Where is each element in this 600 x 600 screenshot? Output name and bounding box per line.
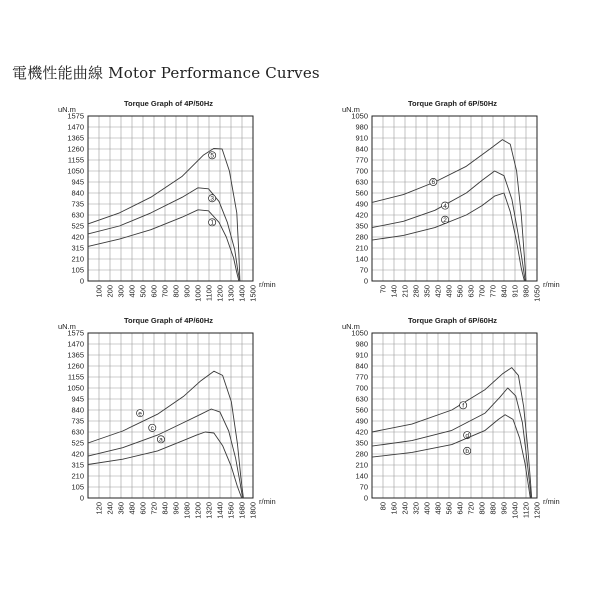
y-tick-label: 560 (355, 188, 368, 198)
x-tick-label: 200 (105, 285, 115, 298)
y-tick-label: 1155 (67, 155, 84, 165)
curve-label: 2 (443, 216, 447, 224)
y-tick-label: 700 (355, 383, 368, 393)
chart-panel-2 (342, 99, 560, 302)
y-tick-label: 700 (355, 166, 368, 176)
x-tick-label: 910 (510, 285, 520, 298)
x-tick-label: 700 (160, 285, 170, 298)
y-tick-label: 1050 (67, 383, 84, 393)
y-tick-label: 70 (359, 265, 368, 275)
y-tick-label: 210 (355, 243, 368, 253)
chart-title: Torque Graph of 4P/60Hz (123, 316, 214, 325)
y-tick-label: 840 (71, 405, 84, 415)
x-tick-label: 1680 (237, 502, 247, 519)
y-tick-label: 0 (363, 493, 368, 503)
torque-curve-1 (88, 210, 239, 281)
x-tick-label: 80 (378, 502, 388, 511)
x-tick-label: 1560 (226, 502, 236, 519)
y-tick-label: 1365 (67, 350, 84, 360)
x-tick-label: 400 (422, 502, 432, 515)
x-tick-label: 490 (444, 285, 454, 298)
x-axis-unit: r/min (543, 497, 560, 506)
x-tick-label: 400 (127, 285, 137, 298)
y-tick-label: 140 (355, 471, 368, 481)
y-tick-label: 1575 (67, 111, 84, 121)
x-tick-label: 300 (116, 285, 126, 298)
y-axis-unit: uN.m (342, 105, 360, 114)
x-axis-unit: r/min (259, 497, 276, 506)
y-tick-label: 525 (71, 438, 84, 448)
x-tick-label: 100 (94, 285, 104, 298)
y-tick-label: 210 (71, 254, 84, 264)
y-tick-label: 210 (355, 460, 368, 470)
page-title: 電機性能曲線 Motor Performance Curves (12, 64, 320, 82)
y-tick-label: 0 (363, 276, 368, 286)
x-tick-label: 1440 (215, 502, 225, 519)
y-tick-label: 910 (355, 350, 368, 360)
x-tick-label: 160 (389, 502, 399, 515)
x-tick-label: 630 (466, 285, 476, 298)
torque-curve-f (372, 368, 532, 498)
plot-frame (372, 116, 537, 281)
x-tick-label: 1040 (510, 502, 520, 519)
y-tick-label: 1155 (67, 372, 84, 382)
torque-curve-3 (88, 188, 240, 281)
x-tick-label: 1120 (521, 502, 531, 519)
y-tick-label: 525 (71, 221, 84, 231)
y-tick-label: 1050 (67, 166, 84, 176)
curve-label: 3 (210, 195, 214, 203)
x-tick-label: 800 (477, 502, 487, 515)
x-tick-label: 960 (499, 502, 509, 515)
x-tick-label: 1200 (215, 285, 225, 302)
y-tick-label: 420 (71, 232, 84, 242)
y-tick-label: 0 (79, 493, 84, 503)
x-tick-label: 1200 (193, 502, 203, 519)
y-tick-label: 420 (71, 449, 84, 459)
y-tick-label: 490 (355, 199, 368, 209)
y-tick-label: 630 (355, 394, 368, 404)
x-tick-label: 560 (455, 285, 465, 298)
y-tick-label: 910 (355, 133, 368, 143)
y-tick-label: 140 (355, 254, 368, 264)
x-tick-label: 140 (389, 285, 399, 298)
x-tick-label: 420 (433, 285, 443, 298)
x-tick-label: 1400 (237, 285, 247, 302)
x-tick-label: 1500 (248, 285, 258, 302)
y-tick-label: 1470 (67, 122, 84, 132)
chart-title: Torque Graph of 6P/50Hz (407, 99, 498, 108)
y-tick-label: 280 (355, 449, 368, 459)
curve-label: c (150, 425, 154, 433)
x-tick-label: 350 (422, 285, 432, 298)
plot-frame (88, 116, 253, 281)
y-tick-label: 770 (355, 155, 368, 165)
x-tick-label: 560 (444, 502, 454, 515)
x-tick-label: 600 (138, 502, 148, 515)
y-tick-label: 735 (71, 416, 84, 426)
x-tick-label: 1200 (532, 502, 542, 519)
x-tick-label: 210 (400, 285, 410, 298)
chart-title: Torque Graph of 6P/60Hz (407, 316, 498, 325)
x-tick-label: 320 (411, 502, 421, 515)
x-tick-label: 1300 (226, 285, 236, 302)
y-tick-label: 980 (355, 122, 368, 132)
x-tick-label: 1000 (193, 285, 203, 302)
y-axis-unit: uN.m (342, 322, 360, 331)
y-tick-label: 630 (71, 427, 84, 437)
y-tick-label: 945 (71, 394, 84, 404)
chart-panel-3 (58, 316, 276, 519)
x-axis-unit: r/min (543, 280, 560, 289)
y-tick-label: 840 (71, 188, 84, 198)
y-tick-label: 420 (355, 210, 368, 220)
y-tick-label: 420 (355, 427, 368, 437)
curve-label: a (159, 436, 163, 444)
x-tick-label: 640 (455, 502, 465, 515)
y-tick-label: 350 (355, 438, 368, 448)
y-tick-label: 315 (71, 460, 84, 470)
x-tick-label: 240 (400, 502, 410, 515)
curve-label: d (465, 432, 469, 440)
x-axis-unit: r/min (259, 280, 276, 289)
chart-title: Torque Graph of 4P/50Hz (123, 99, 214, 108)
y-tick-label: 945 (71, 177, 84, 187)
y-tick-label: 770 (355, 372, 368, 382)
x-tick-label: 770 (488, 285, 498, 298)
x-tick-label: 1050 (532, 285, 542, 302)
x-tick-label: 700 (477, 285, 487, 298)
x-tick-label: 960 (171, 502, 181, 515)
curve-label: 4 (443, 202, 447, 210)
x-tick-label: 840 (499, 285, 509, 298)
y-tick-label: 630 (355, 177, 368, 187)
y-tick-label: 0 (79, 276, 84, 286)
chart-panel-1 (58, 99, 276, 302)
plot-frame (88, 333, 253, 498)
y-tick-label: 1260 (67, 361, 84, 371)
x-tick-label: 500 (138, 285, 148, 298)
x-tick-label: 720 (466, 502, 476, 515)
x-tick-label: 280 (411, 285, 421, 298)
y-tick-label: 1470 (67, 339, 84, 349)
y-tick-label: 1365 (67, 133, 84, 143)
y-tick-label: 1050 (351, 111, 368, 121)
x-tick-label: 70 (378, 285, 388, 294)
y-tick-label: 490 (355, 416, 368, 426)
plot-frame (372, 333, 537, 498)
y-tick-label: 630 (71, 210, 84, 220)
curve-label: 6 (431, 179, 436, 187)
x-tick-label: 240 (105, 502, 115, 515)
x-tick-label: 360 (116, 502, 126, 515)
x-tick-label: 840 (160, 502, 170, 515)
y-tick-label: 1575 (67, 328, 84, 338)
y-tick-label: 840 (355, 361, 368, 371)
x-tick-label: 1320 (204, 502, 214, 519)
curve-label: f (462, 402, 465, 410)
x-tick-label: 600 (149, 285, 159, 298)
x-tick-label: 120 (94, 502, 104, 515)
x-tick-label: 980 (521, 285, 531, 298)
y-tick-label: 70 (359, 482, 368, 492)
x-tick-label: 720 (149, 502, 159, 515)
curve-label: 1 (210, 219, 214, 227)
y-axis-unit: uN.m (58, 322, 76, 331)
y-tick-label: 840 (355, 144, 368, 154)
y-tick-label: 735 (71, 199, 84, 209)
x-tick-label: 900 (182, 285, 192, 298)
x-tick-label: 480 (127, 502, 137, 515)
curve-label: b (465, 448, 469, 456)
y-axis-unit: uN.m (58, 105, 76, 114)
y-tick-label: 280 (355, 232, 368, 242)
y-tick-label: 350 (355, 221, 368, 231)
chart-panel-4 (342, 316, 560, 519)
y-tick-label: 1260 (67, 144, 84, 154)
curve-label: 5 (210, 152, 214, 160)
x-tick-label: 1080 (182, 502, 192, 519)
y-tick-label: 1050 (351, 328, 368, 338)
x-tick-label: 480 (433, 502, 443, 515)
curve-label: e (138, 410, 142, 418)
y-tick-label: 105 (71, 482, 84, 492)
x-tick-label: 800 (171, 285, 181, 298)
x-tick-label: 1800 (248, 502, 258, 519)
x-tick-label: 1100 (204, 285, 214, 302)
x-tick-label: 880 (488, 502, 498, 515)
y-tick-label: 210 (71, 471, 84, 481)
y-tick-label: 980 (355, 339, 368, 349)
y-tick-label: 560 (355, 405, 368, 415)
y-tick-label: 105 (71, 265, 84, 275)
y-tick-label: 315 (71, 243, 84, 253)
